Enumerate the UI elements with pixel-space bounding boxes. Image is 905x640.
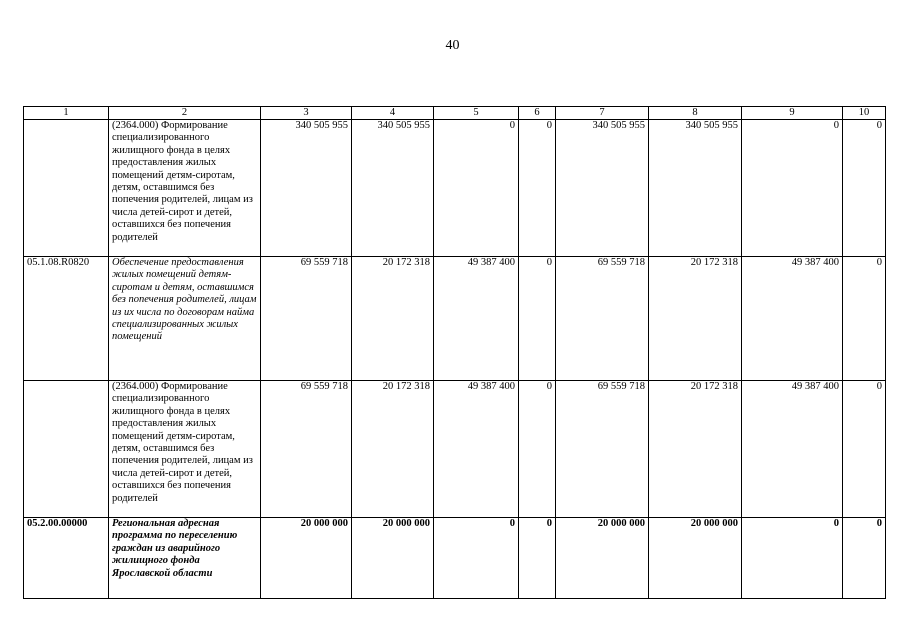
cell-col4: 340 505 955 bbox=[352, 120, 434, 257]
cell-col10: 0 bbox=[843, 518, 886, 599]
row-code: 05.2.00.00000 bbox=[24, 518, 109, 599]
cell-col8: 340 505 955 bbox=[649, 120, 742, 257]
table-row bbox=[24, 257, 886, 381]
cell-col6: 0 bbox=[519, 518, 556, 599]
cell-col3: 69 559 718 bbox=[261, 381, 352, 518]
cell-col10: 0 bbox=[843, 381, 886, 518]
cell-col5: 0 bbox=[434, 518, 519, 599]
column-header: 1 bbox=[24, 107, 109, 120]
column-header: 5 bbox=[434, 107, 519, 120]
cell-col8: 20 000 000 bbox=[649, 518, 742, 599]
table-row bbox=[24, 381, 886, 518]
row-description: (2364.000) Формирование специализированного жилищного фонда в целях предоставления жилых помещений детям-сиротам, детям, оставшимся без попечения родителей, лицам из числа детей-сирот и детей, оставшихся без попечения родителей bbox=[109, 381, 261, 518]
cell-col4: 20 000 000 bbox=[352, 518, 434, 599]
cell-col5: 49 387 400 bbox=[434, 257, 519, 381]
cell-col4: 20 172 318 bbox=[352, 381, 434, 518]
row-code bbox=[24, 381, 109, 518]
cell-col9: 49 387 400 bbox=[742, 257, 843, 381]
cell-col10: 0 bbox=[843, 257, 886, 381]
row-description: (2364.000) Формирование специализированного жилищного фонда в целях предоставления жилых помещений детям-сиротам, детям, оставшимся без попечения родителей, лицам из числа детей-сирот и детей, оставшихся без попечения родителей bbox=[109, 120, 261, 257]
cell-col3: 69 559 718 bbox=[261, 257, 352, 381]
cell-col6: 0 bbox=[519, 381, 556, 518]
cell-col6: 0 bbox=[519, 120, 556, 257]
cell-col8: 20 172 318 bbox=[649, 381, 742, 518]
table-row bbox=[24, 120, 886, 257]
table-header-row bbox=[24, 107, 886, 120]
budget-table bbox=[23, 106, 886, 599]
row-description: Обеспечение предоставления жилых помещений детям-сиротам и детям, оставшимся без попечения родителей, лицам из их числа по договорам найма специализированных жилых помещений bbox=[109, 257, 261, 381]
column-header: 10 bbox=[843, 107, 886, 120]
cell-col4: 20 172 318 bbox=[352, 257, 434, 381]
cell-col5: 49 387 400 bbox=[434, 381, 519, 518]
cell-col9: 0 bbox=[742, 120, 843, 257]
column-header: 6 bbox=[519, 107, 556, 120]
column-header: 7 bbox=[556, 107, 649, 120]
cell-col7: 20 000 000 bbox=[556, 518, 649, 599]
cell-col9: 49 387 400 bbox=[742, 381, 843, 518]
cell-col10: 0 bbox=[843, 120, 886, 257]
cell-col3: 20 000 000 bbox=[261, 518, 352, 599]
cell-col8: 20 172 318 bbox=[649, 257, 742, 381]
page-number: 40 bbox=[445, 38, 460, 53]
cell-col9: 0 bbox=[742, 518, 843, 599]
column-header: 2 bbox=[109, 107, 261, 120]
cell-col7: 69 559 718 bbox=[556, 257, 649, 381]
column-header: 4 bbox=[352, 107, 434, 120]
row-code: 05.1.08.R0820 bbox=[24, 257, 109, 381]
cell-col7: 69 559 718 bbox=[556, 381, 649, 518]
cell-col5: 0 bbox=[434, 120, 519, 257]
cell-col7: 340 505 955 bbox=[556, 120, 649, 257]
table-row bbox=[24, 518, 886, 599]
row-description: Региональная адресная программа по переселению граждан из аварийного жилищного фонда Ярославской области bbox=[109, 518, 261, 599]
cell-col6: 0 bbox=[519, 257, 556, 381]
cell-col3: 340 505 955 bbox=[261, 120, 352, 257]
column-header: 8 bbox=[649, 107, 742, 120]
column-header: 3 bbox=[261, 107, 352, 120]
row-code bbox=[24, 120, 109, 257]
column-header: 9 bbox=[742, 107, 843, 120]
